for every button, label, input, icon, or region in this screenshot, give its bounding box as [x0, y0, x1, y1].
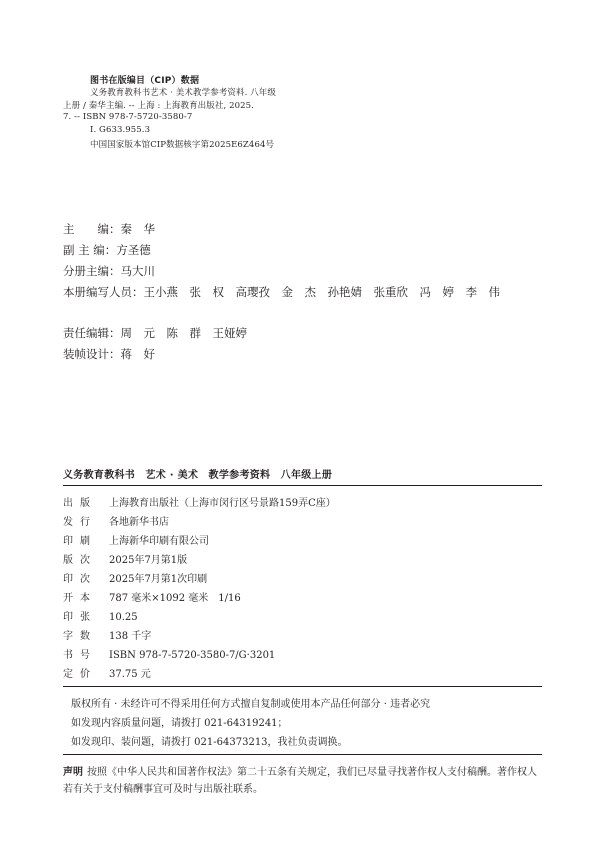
imprint-value: 2025年7月第1版 [109, 555, 188, 566]
declaration-text: 按照《中华人民共和国著作权法》第二十五条有关规定，我们已尽量寻找著作权人支付稿酬。著作权人若有关于支付稿酬事宜可及时与出版社联系。 [63, 767, 537, 795]
divider [63, 754, 542, 755]
editing-row [63, 325, 247, 341]
cip-line: 中国国家版本馆CIP数据核字第2025E6Z464号 [90, 140, 275, 150]
imprint-row [63, 532, 209, 547]
editor-row [63, 284, 500, 300]
imprint-row [63, 589, 241, 604]
editor-row [63, 221, 155, 237]
editor-name: 王小燕 张 权 高璎孜 金 杰 孙艳婧 张重欣 冯 婷 李 伟 [143, 285, 500, 299]
editor-name: 马大川 [120, 264, 155, 278]
imprint-row [63, 570, 207, 585]
imprint-row [63, 627, 151, 642]
imprint-value: 787 毫米×1092 毫米 1/16 [109, 593, 241, 604]
imprint-row [63, 551, 187, 566]
cip-line: 7. -- ISBN 978-7-5720-3580-7 [63, 112, 193, 122]
imprint-key: 出版 [63, 498, 97, 509]
editor-label: 主 编： [63, 222, 121, 236]
editing-name: 周 元 陈 群 王娅婷 [120, 326, 247, 340]
imprint-row [63, 665, 151, 680]
imprint-key: 版次 [63, 555, 97, 566]
editing-label: 装帧设计： [63, 347, 121, 361]
imprint-value: 上海教育出版社（上海市闵行区号景路159弄C座） [109, 498, 336, 509]
quality-contact: 如发现内容质量问题，请拨打 021-64319241； [71, 718, 288, 729]
imprint-value: 10.25 [109, 612, 138, 623]
declaration-label: 声明 [63, 767, 83, 778]
imprint-row [63, 646, 275, 661]
imprint-key: 字数 [63, 631, 97, 642]
copyright-notice: 版权所有 · 未经许可不得采用任何方式擅自复制或使用本产品任何部分 · 违者必究 [71, 699, 431, 710]
cip-line: Ⅰ. G633.955.3 [90, 125, 151, 135]
imprint-key: 开本 [63, 593, 97, 604]
series-title: 义务教育教科书 艺术 · 美术 教学参考资料 八年级上册 [63, 470, 333, 481]
imprint-row [63, 513, 169, 528]
imprint-value: 138 千字 [109, 631, 152, 642]
imprint-row [63, 494, 336, 509]
imprint-key: 印张 [63, 612, 97, 623]
editor-label: 副 主 编： [63, 243, 117, 257]
editor-row [63, 242, 151, 258]
editor-label: 分册主编： [63, 264, 121, 278]
editor-row [63, 263, 155, 279]
imprint-row [63, 608, 138, 623]
imprint-key: 印刷 [63, 536, 97, 547]
cip-title: 图书在版编目（CIP）数据 [90, 76, 200, 86]
editing-name: 蒋 好 [120, 347, 155, 361]
binding-contact: 如发现印、装问题，请拨打 021-64373213，我社负责调换。 [71, 737, 348, 748]
editor-name: 秦 华 [120, 222, 155, 236]
imprint-value: 37.75 元 [109, 669, 151, 680]
imprint-key: 定价 [63, 669, 97, 680]
cip-line: 义务教育教科书艺术 · 美术教学参考资料. 八年级 [90, 88, 277, 98]
imprint-key: 印次 [63, 574, 97, 585]
imprint-value: 2025年7月第1次印刷 [109, 574, 208, 585]
imprint-key: 发行 [63, 517, 97, 528]
declaration [63, 764, 545, 798]
imprint-value: ISBN 978-7-5720-3580-7/G·3201 [109, 650, 276, 661]
imprint-value: 上海新华印刷有限公司 [109, 536, 209, 547]
editor-label: 本册编写人员： [63, 285, 144, 299]
editing-label: 责任编辑： [63, 326, 121, 340]
divider [63, 686, 542, 687]
divider [63, 485, 542, 486]
editor-name: 方圣德 [116, 243, 151, 257]
imprint-value: 各地新华书店 [109, 517, 169, 528]
editing-row [63, 346, 155, 362]
imprint-key: 书号 [63, 650, 97, 661]
cip-line: 上册 / 秦华主编. -- 上海 : 上海教育出版社, 2025. [63, 101, 254, 111]
